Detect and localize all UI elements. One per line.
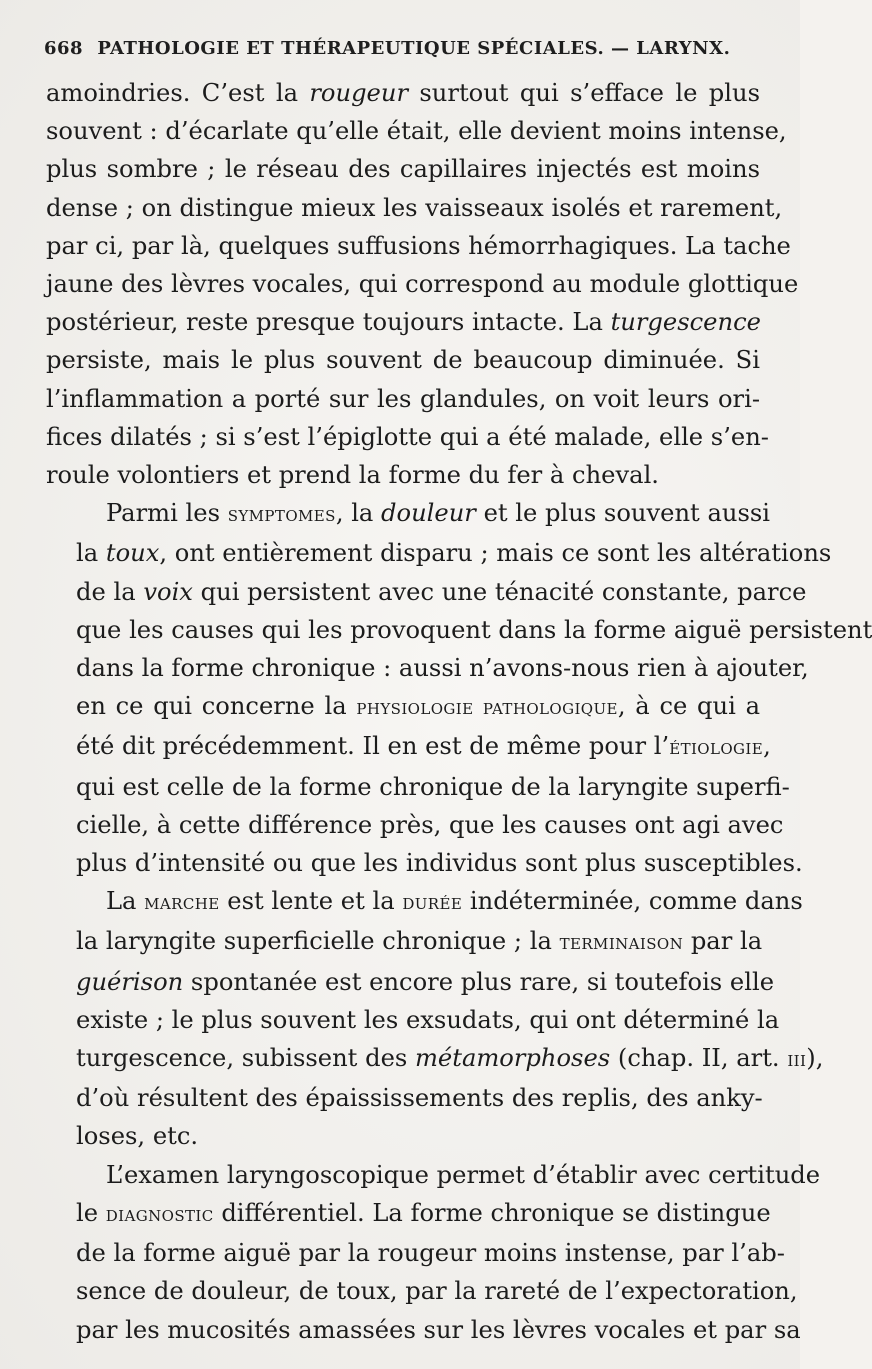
text-line: qui est celle de la forme chronique de la laryngite superfi-	[76, 772, 790, 801]
text-line: en ce qui concerne la physiologie pathologique, à ce qui a	[76, 692, 760, 721]
italic-term: voix	[143, 577, 193, 606]
paragraph	[46, 1156, 821, 1349]
body-text	[46, 74, 872, 1349]
text-line: de la forme aiguë par la rougeur moins instense, par l’ab-	[76, 1239, 785, 1268]
small-caps-term: symptomes	[227, 502, 336, 528]
italic-term: métamorphoses	[414, 1044, 611, 1073]
text-line: été dit précédemment. Il en est de même pour l’étiologie,	[76, 732, 771, 761]
text-line: sence de douleur, de toux, par la rareté de l’expectoration,	[76, 1277, 798, 1306]
italic-term: guérison	[76, 967, 184, 996]
text-line: l’inflammation a porté sur les glandules, on voit leurs ori-	[46, 384, 760, 413]
text-line: souvent : d’écarlate qu’elle était, elle devient moins intense,	[46, 117, 787, 146]
text-line: Parmi les symptomes, la douleur et le plus souvent aussi	[106, 499, 770, 528]
text-line: loses, etc.	[76, 1122, 199, 1151]
text-line: d’où résultent des épaississements des replis, des anky-	[76, 1084, 763, 1113]
text-line: plus sombre ; le réseau des capillaires injectés est moins	[46, 155, 760, 184]
paragraph	[46, 882, 824, 1155]
text-line: turgescence, subissent des métamorphoses (chap. II, art. iii),	[76, 1044, 824, 1073]
page-number: 668	[44, 38, 84, 59]
small-caps-term: terminaison	[559, 930, 684, 956]
text-line: de la voix qui persistent avec une ténacité constante, parce	[76, 577, 807, 606]
small-caps-term: durée	[402, 890, 463, 916]
text-line: le diagnostic différentiel. La forme chronique se distingue	[76, 1198, 771, 1227]
text-line: L’examen laryngoscopique permet d’établir avec certitude	[106, 1160, 821, 1189]
text-line: existe ; le plus souvent les exsudats, qui ont déterminé la	[76, 1005, 780, 1034]
text-line: dans la forme chronique : aussi n’avons-nous rien à ajouter,	[76, 654, 809, 683]
italic-term: rougeur	[309, 79, 409, 107]
small-caps-term: étiologie	[669, 735, 764, 761]
text-line: amoindries. C’est la rougeur surtout qui s’efface le plus	[46, 79, 760, 107]
italic-term: douleur	[381, 499, 476, 528]
text-line: la laryngite superficielle chronique ; la terminaison par la	[76, 927, 763, 956]
paragraph	[46, 494, 872, 882]
text-line: dense ; on distingue mieux les vaisseaux isolés et rarement,	[46, 193, 783, 222]
text-line: cielle, à cette différence près, que les causes ont agi avec	[76, 810, 784, 839]
text-line: par les mucosités amassées sur les lèvres vocales et par sa	[76, 1315, 801, 1344]
text-line: fices dilatés ; si s’est l’épiglotte qui a été malade, elle s’en-	[46, 422, 769, 451]
text-line: roule volontiers et prend la forme du fer à cheval.	[46, 461, 659, 490]
small-caps-term: diagnostic	[105, 1201, 214, 1227]
text-line: que les causes qui les provoquent dans la forme aiguë persistent	[76, 615, 872, 644]
text-line: la toux, ont entièrement disparu ; mais ce sont les altérations	[76, 539, 832, 568]
small-caps-term: physiologie pathologique	[356, 695, 618, 721]
text-line: par ci, par là, quelques suffusions hémorrhagiques. La tache	[46, 231, 791, 260]
running-header	[44, 38, 764, 59]
text-line: La marche est lente et la durée indéterminée, comme dans	[106, 887, 803, 916]
italic-term: toux	[105, 539, 160, 568]
text-line: jaune des lèvres vocales, qui correspond au module glottique	[46, 270, 799, 299]
paragraph	[46, 74, 799, 494]
running-title: PATHOLOGIE ET THÉRAPEUTIQUE SPÉCIALES. — LARYNX.	[97, 38, 731, 59]
text-line: persiste, mais le plus souvent de beaucoup diminuée. Si	[46, 346, 760, 375]
italic-term: turgescence	[610, 308, 761, 337]
small-caps-term: iii	[787, 1047, 807, 1073]
text-line: guérison spontanée est encore plus rare, si toutefois elle	[76, 967, 775, 996]
small-caps-term: marche	[144, 890, 220, 916]
text-line: plus d’intensité ou que les individus sont plus susceptibles.	[76, 849, 803, 878]
text-line: postérieur, reste presque toujours intacte. La turgescence	[46, 308, 761, 337]
